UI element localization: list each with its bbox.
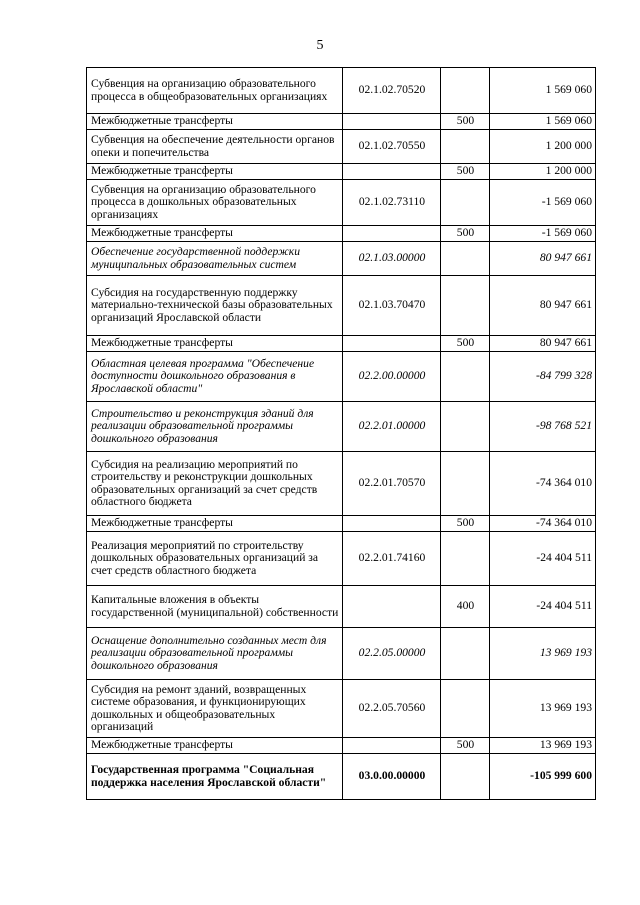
row-name-cell: Реализация мероприятий по строительству дошкольных образовательных организаций за счет средств областного бюджета	[87, 532, 343, 586]
row-name-cell: Субвенция на организацию образовательного процесса в общеобразовательных организациях	[87, 68, 343, 114]
table-row	[87, 114, 596, 130]
row-sum-cell: -74 364 010	[490, 452, 596, 516]
row-sum-cell: 1 569 060	[490, 68, 596, 114]
row-code-cell: 02.1.03.70470	[343, 276, 441, 336]
row-name-cell: Межбюджетные трансферты	[87, 164, 343, 180]
page-number: 5	[316, 38, 324, 53]
row-name-cell: Межбюджетные трансферты	[87, 336, 343, 352]
row-type-cell	[441, 276, 490, 336]
row-sum-cell: 80 947 661	[490, 276, 596, 336]
row-sum-cell: -84 799 328	[490, 352, 596, 402]
row-sum-cell: 80 947 661	[490, 242, 596, 276]
row-name-cell: Обеспечение государственной поддержки муниципальных образовательных систем	[87, 242, 343, 276]
row-sum-cell: -98 768 521	[490, 402, 596, 452]
row-name-cell: Межбюджетные трансферты	[87, 738, 343, 754]
row-code-cell: 02.1.02.70520	[343, 68, 441, 114]
row-type-cell	[441, 628, 490, 680]
row-type-cell: 500	[441, 114, 490, 130]
table-row	[87, 336, 596, 352]
row-name-cell: Субвенция на обеспечение деятельности органов опеки и попечительства	[87, 130, 343, 164]
row-code-cell	[343, 738, 441, 754]
row-code-cell	[343, 114, 441, 130]
row-type-cell	[441, 532, 490, 586]
row-code-cell: 02.1.02.73110	[343, 180, 441, 226]
row-type-cell: 400	[441, 586, 490, 628]
row-type-cell	[441, 754, 490, 800]
row-name-cell: Капитальные вложения в объекты государственной (муниципальной) собственности	[87, 586, 343, 628]
row-code-cell: 02.2.00.00000	[343, 352, 441, 402]
row-code-cell: 02.1.02.70550	[343, 130, 441, 164]
row-sum-cell: -74 364 010	[490, 516, 596, 532]
row-type-cell	[441, 402, 490, 452]
table-row	[87, 276, 596, 336]
table-row	[87, 130, 596, 164]
row-name-cell: Строительство и реконструкция зданий для реализации образовательной программы дошкольного образования	[87, 402, 343, 452]
row-code-cell: 03.0.00.00000	[343, 754, 441, 800]
row-code-cell: 02.2.01.00000	[343, 402, 441, 452]
row-name-cell: Оснащение дополнительно созданных мест для реализации образовательной программы дошкольного образования	[87, 628, 343, 680]
table-row	[87, 402, 596, 452]
row-type-cell	[441, 352, 490, 402]
row-name-cell: Субсидия на государственную поддержку материально-технической базы образовательных организаций Ярославской области	[87, 276, 343, 336]
row-type-cell	[441, 680, 490, 738]
row-sum-cell: 13 969 193	[490, 628, 596, 680]
row-type-cell: 500	[441, 738, 490, 754]
row-code-cell: 02.1.03.00000	[343, 242, 441, 276]
row-code-cell: 02.2.01.74160	[343, 532, 441, 586]
table-row	[87, 352, 596, 402]
row-type-cell	[441, 68, 490, 114]
table-row	[87, 628, 596, 680]
budget-table-body	[87, 68, 596, 800]
row-type-cell: 500	[441, 226, 490, 242]
row-code-cell	[343, 336, 441, 352]
table-row	[87, 452, 596, 516]
table-row	[87, 164, 596, 180]
row-code-cell: 02.2.05.70560	[343, 680, 441, 738]
row-sum-cell: -105 999 600	[490, 754, 596, 800]
row-name-cell: Межбюджетные трансферты	[87, 516, 343, 532]
row-sum-cell: -1 569 060	[490, 180, 596, 226]
row-type-cell: 500	[441, 336, 490, 352]
row-code-cell	[343, 516, 441, 532]
table-row	[87, 586, 596, 628]
row-sum-cell: 1 200 000	[490, 130, 596, 164]
row-code-cell: 02.2.01.70570	[343, 452, 441, 516]
row-sum-cell: -1 569 060	[490, 226, 596, 242]
row-code-cell	[343, 164, 441, 180]
row-name-cell: Субсидия на ремонт зданий, возвращенных системе образования, и функционирующих дошкольных и общеобразовательных организаций	[87, 680, 343, 738]
table-row	[87, 180, 596, 226]
row-name-cell: Областная целевая программа "Обеспечение доступности дошкольного образования в Ярославской области"	[87, 352, 343, 402]
table-row	[87, 532, 596, 586]
table-row	[87, 680, 596, 738]
row-sum-cell: 80 947 661	[490, 336, 596, 352]
row-type-cell: 500	[441, 164, 490, 180]
row-code-cell	[343, 226, 441, 242]
row-name-cell: Субвенция на организацию образовательного процесса в дошкольных образовательных организациях	[87, 180, 343, 226]
table-row	[87, 738, 596, 754]
table-row	[87, 226, 596, 242]
row-sum-cell: -24 404 511	[490, 532, 596, 586]
row-sum-cell: 13 969 193	[490, 680, 596, 738]
row-sum-cell: 13 969 193	[490, 738, 596, 754]
row-name-cell: Государственная программа "Социальная поддержка населения Ярославской области"	[87, 754, 343, 800]
row-type-cell	[441, 130, 490, 164]
row-type-cell	[441, 242, 490, 276]
row-sum-cell: 1 569 060	[490, 114, 596, 130]
table-row	[87, 68, 596, 114]
row-code-cell: 02.2.05.00000	[343, 628, 441, 680]
row-type-cell: 500	[441, 516, 490, 532]
budget-table	[86, 67, 596, 800]
table-row	[87, 516, 596, 532]
row-sum-cell: 1 200 000	[490, 164, 596, 180]
row-type-cell	[441, 452, 490, 516]
row-code-cell	[343, 586, 441, 628]
row-sum-cell: -24 404 511	[490, 586, 596, 628]
row-name-cell: Межбюджетные трансферты	[87, 114, 343, 130]
table-row	[87, 754, 596, 800]
table-row	[87, 242, 596, 276]
row-name-cell: Межбюджетные трансферты	[87, 226, 343, 242]
row-name-cell: Субсидия на реализацию мероприятий по строительству и реконструкции дошкольных образовательных организаций за счет средств областного бюджета	[87, 452, 343, 516]
row-type-cell	[441, 180, 490, 226]
